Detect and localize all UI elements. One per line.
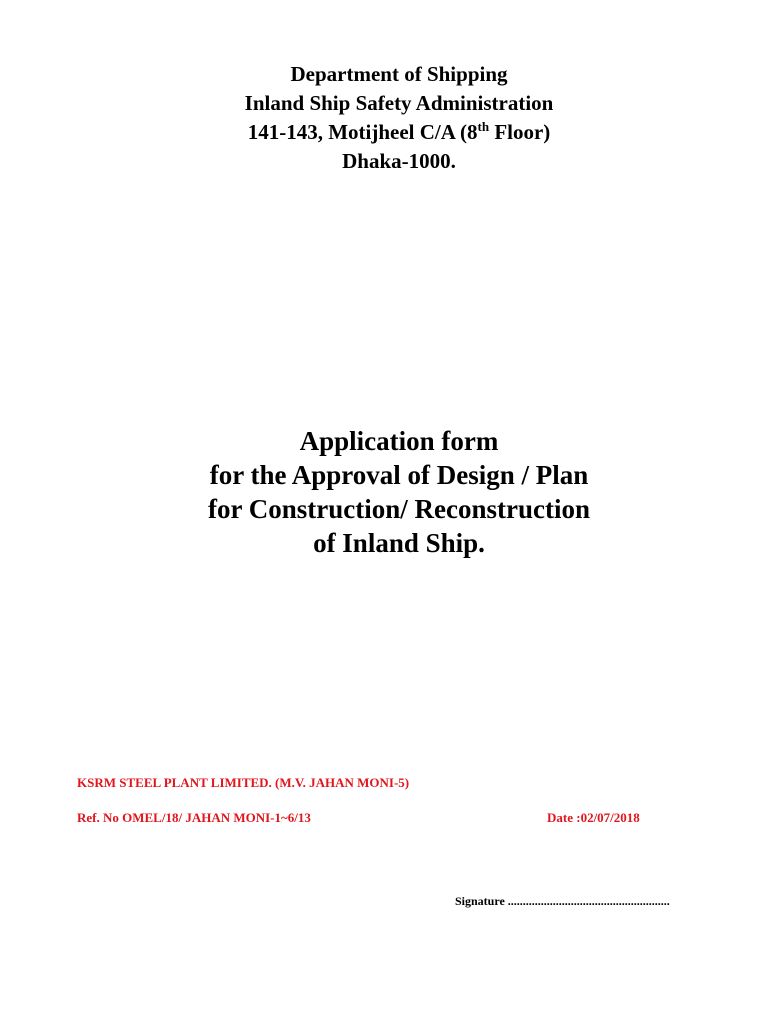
- administration-name: Inland Ship Safety Administration: [244, 91, 554, 115]
- signature-line: Signature ......................................................: [455, 894, 670, 908]
- address-floor-text: Floor): [489, 120, 551, 144]
- address-text: 141-143, Motijheel C/A (8: [247, 120, 478, 144]
- form-title: [0, 424, 770, 560]
- city-line: Dhaka-1000.: [342, 149, 456, 173]
- form-title-line-3: for Construction/ Reconstruction: [208, 494, 590, 524]
- form-title-line-4: of Inland Ship.: [313, 528, 485, 558]
- department-name: Department of Shipping: [290, 62, 508, 86]
- address-line: [0, 118, 770, 147]
- form-title-line-2: for the Approval of Design / Plan: [209, 460, 589, 490]
- floor-ordinal-suffix: th: [477, 119, 490, 134]
- reference-number: Ref. No OMEL/18/ JAHAN MONI-1~6/13: [77, 810, 311, 825]
- form-title-line-1: Application form: [299, 426, 499, 456]
- company-name: KSRM STEEL PLANT LIMITED. (M.V. JAHAN MONI-5): [77, 775, 410, 790]
- document-date: Date :02/07/2018: [547, 810, 640, 825]
- department-header: [0, 60, 770, 176]
